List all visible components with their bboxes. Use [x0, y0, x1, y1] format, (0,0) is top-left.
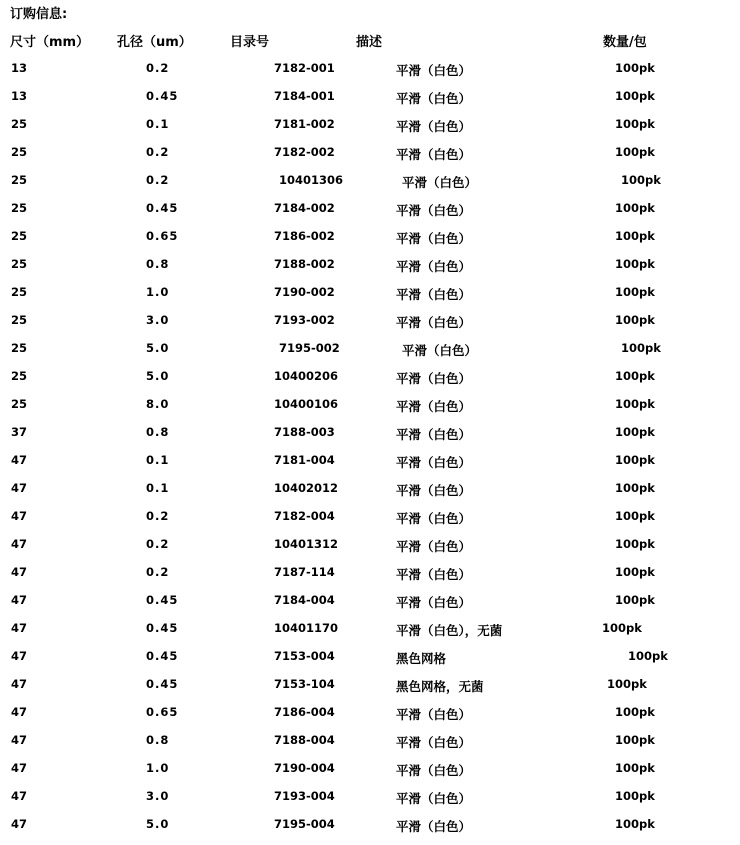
table-row [0, 397, 740, 425]
cell-size: 25 [11, 257, 28, 271]
cell-pore: 0.45 [146, 649, 179, 663]
table-row [0, 509, 740, 537]
cell-quantity: 100pk [615, 453, 655, 467]
cell-size: 47 [11, 593, 28, 607]
cell-quantity: 100pk [615, 537, 655, 551]
cell-size: 47 [11, 733, 28, 747]
cell-size: 25 [11, 201, 28, 215]
cell-catalog: 10402012 [274, 481, 339, 495]
cell-size: 47 [11, 789, 28, 803]
cell-description: 平滑（白色） [396, 287, 472, 302]
cell-description: 平滑（白色） [396, 791, 472, 806]
cell-description: 平滑（白色） [396, 231, 472, 246]
cell-description: 平滑（白色），无菌 [396, 623, 503, 638]
cell-quantity: 100pk [621, 173, 661, 187]
cell-catalog: 7195-002 [279, 341, 340, 355]
cell-quantity: 100pk [615, 789, 655, 803]
cell-size: 47 [11, 621, 28, 635]
cell-catalog: 7184-002 [274, 201, 335, 215]
cell-quantity: 100pk [615, 565, 655, 579]
cell-size: 25 [11, 369, 28, 383]
cell-quantity: 100pk [615, 425, 655, 439]
cell-quantity: 100pk [621, 341, 661, 355]
cell-description: 平滑（白色） [396, 91, 472, 106]
table-row [0, 649, 740, 677]
cell-pore: 0.8 [146, 257, 170, 271]
table-row [0, 145, 740, 173]
cell-size: 13 [11, 89, 28, 103]
cell-quantity: 100pk [615, 481, 655, 495]
table-row [0, 61, 740, 89]
cell-size: 25 [11, 145, 28, 159]
table-row [0, 705, 740, 733]
cell-pore: 0.2 [146, 61, 170, 75]
cell-size: 47 [11, 677, 28, 691]
cell-size: 25 [11, 173, 28, 187]
cell-pore: 0.2 [146, 537, 170, 551]
cell-pore: 0.45 [146, 89, 179, 103]
cell-size: 47 [11, 705, 28, 719]
cell-quantity: 100pk [628, 649, 668, 663]
table-row [0, 117, 740, 145]
header-pore: 孔径（um） [117, 35, 192, 50]
cell-catalog: 7193-002 [274, 313, 335, 327]
cell-catalog: 7153-004 [274, 649, 335, 663]
table-row [0, 789, 740, 817]
header-qty: 数量/包 [603, 35, 647, 50]
cell-catalog: 10401170 [274, 621, 339, 635]
cell-catalog: 7182-004 [274, 509, 335, 523]
cell-catalog: 7182-002 [274, 145, 335, 159]
table-row [0, 341, 740, 369]
table-row [0, 369, 740, 397]
cell-description: 平滑（白色） [396, 511, 472, 526]
cell-size: 47 [11, 761, 28, 775]
cell-quantity: 100pk [615, 705, 655, 719]
table-row [0, 229, 740, 257]
cell-description: 黑色网格，无菌 [396, 679, 484, 694]
cell-quantity: 100pk [615, 145, 655, 159]
cell-pore: 5.0 [146, 369, 170, 383]
cell-catalog: 7182-001 [274, 61, 335, 75]
table-row [0, 481, 740, 509]
cell-catalog: 10401306 [279, 173, 344, 187]
cell-pore: 0.8 [146, 425, 170, 439]
header-catalog: 目录号 [230, 35, 270, 50]
cell-pore: 0.2 [146, 145, 170, 159]
cell-size: 47 [11, 453, 28, 467]
table-row [0, 677, 740, 705]
cell-quantity: 100pk [615, 761, 655, 775]
cell-description: 平滑（白色） [396, 427, 472, 442]
cell-description: 平滑（白色） [396, 371, 472, 386]
cell-description: 平滑（白色） [396, 763, 472, 778]
table-row [0, 621, 740, 649]
cell-quantity: 100pk [615, 369, 655, 383]
cell-description: 平滑（白色） [396, 595, 472, 610]
table-row [0, 257, 740, 285]
cell-description: 平滑（白色） [396, 483, 472, 498]
cell-description: 平滑（白色） [396, 567, 472, 582]
cell-pore: 1.0 [146, 761, 170, 775]
cell-size: 25 [11, 341, 28, 355]
cell-size: 47 [11, 817, 28, 831]
table-row [0, 313, 740, 341]
cell-description: 平滑（白色） [396, 203, 472, 218]
cell-pore: 1.0 [146, 285, 170, 299]
cell-size: 47 [11, 509, 28, 523]
cell-description: 平滑（白色） [402, 343, 478, 358]
cell-description: 平滑（白色） [396, 259, 472, 274]
header-desc: 描述 [356, 35, 383, 50]
cell-size: 47 [11, 565, 28, 579]
cell-size: 47 [11, 649, 28, 663]
header-size: 尺寸（mm） [10, 35, 90, 50]
cell-size: 25 [11, 117, 28, 131]
cell-quantity: 100pk [615, 201, 655, 215]
cell-pore: 8.0 [146, 397, 170, 411]
cell-pore: 0.2 [146, 509, 170, 523]
cell-quantity: 100pk [615, 593, 655, 607]
cell-catalog: 7190-004 [274, 761, 335, 775]
cell-catalog: 7181-002 [274, 117, 335, 131]
cell-quantity: 100pk [615, 285, 655, 299]
cell-description: 平滑（白色） [396, 119, 472, 134]
cell-pore: 0.65 [146, 229, 179, 243]
cell-pore: 3.0 [146, 313, 170, 327]
order-info-title: 订购信息: [10, 7, 68, 22]
cell-quantity: 100pk [615, 89, 655, 103]
cell-catalog: 7184-004 [274, 593, 335, 607]
cell-size: 37 [11, 425, 28, 439]
cell-quantity: 100pk [615, 257, 655, 271]
cell-catalog: 7187-114 [274, 565, 335, 579]
cell-pore: 0.2 [146, 173, 170, 187]
cell-pore: 0.1 [146, 453, 170, 467]
cell-catalog: 7190-002 [274, 285, 335, 299]
cell-description: 平滑（白色） [396, 147, 472, 162]
table-row [0, 565, 740, 593]
cell-description: 平滑（白色） [396, 315, 472, 330]
cell-pore: 5.0 [146, 341, 170, 355]
cell-pore: 0.8 [146, 733, 170, 747]
cell-pore: 3.0 [146, 789, 170, 803]
cell-pore: 5.0 [146, 817, 170, 831]
table-row [0, 425, 740, 453]
cell-quantity: 100pk [607, 677, 647, 691]
cell-description: 平滑（白色） [396, 399, 472, 414]
cell-quantity: 100pk [615, 733, 655, 747]
cell-pore: 0.65 [146, 705, 179, 719]
cell-pore: 0.45 [146, 201, 179, 215]
table-row [0, 173, 740, 201]
cell-catalog: 7186-004 [274, 705, 335, 719]
cell-quantity: 100pk [615, 397, 655, 411]
cell-size: 25 [11, 313, 28, 327]
cell-pore: 0.1 [146, 117, 170, 131]
cell-description: 平滑（白色） [396, 63, 472, 78]
cell-quantity: 100pk [615, 509, 655, 523]
table-row [0, 733, 740, 761]
cell-quantity: 100pk [602, 621, 642, 635]
cell-size: 47 [11, 537, 28, 551]
cell-description: 平滑（白色） [396, 707, 472, 722]
cell-description: 平滑（白色） [396, 539, 472, 554]
cell-description: 平滑（白色） [396, 735, 472, 750]
cell-catalog: 7153-104 [274, 677, 335, 691]
cell-description: 平滑（白色） [396, 455, 472, 470]
table-row [0, 201, 740, 229]
cell-size: 25 [11, 397, 28, 411]
cell-catalog: 10400206 [274, 369, 339, 383]
cell-quantity: 100pk [615, 313, 655, 327]
cell-pore: 0.45 [146, 677, 179, 691]
cell-pore: 0.45 [146, 621, 179, 635]
cell-quantity: 100pk [615, 229, 655, 243]
table-row [0, 89, 740, 117]
table-row [0, 817, 740, 845]
cell-description: 平滑（白色） [402, 175, 478, 190]
cell-size: 47 [11, 481, 28, 495]
table-row [0, 761, 740, 789]
cell-catalog: 10401312 [274, 537, 339, 551]
cell-catalog: 7188-004 [274, 733, 335, 747]
cell-catalog: 7193-004 [274, 789, 335, 803]
table-row [0, 593, 740, 621]
cell-size: 25 [11, 285, 28, 299]
cell-catalog: 7188-003 [274, 425, 335, 439]
cell-catalog: 10400106 [274, 397, 339, 411]
table-row [0, 453, 740, 481]
cell-quantity: 100pk [615, 61, 655, 75]
cell-catalog: 7184-001 [274, 89, 335, 103]
table-row [0, 537, 740, 565]
cell-pore: 0.45 [146, 593, 179, 607]
cell-quantity: 100pk [615, 117, 655, 131]
cell-catalog: 7188-002 [274, 257, 335, 271]
table-row [0, 285, 740, 313]
cell-pore: 0.1 [146, 481, 170, 495]
cell-catalog: 7186-002 [274, 229, 335, 243]
cell-description: 黑色网格 [396, 651, 447, 666]
cell-catalog: 7181-004 [274, 453, 335, 467]
cell-pore: 0.2 [146, 565, 170, 579]
cell-size: 13 [11, 61, 28, 75]
cell-description: 平滑（白色） [396, 819, 472, 834]
cell-size: 25 [11, 229, 28, 243]
cell-catalog: 7195-004 [274, 817, 335, 831]
cell-quantity: 100pk [615, 817, 655, 831]
